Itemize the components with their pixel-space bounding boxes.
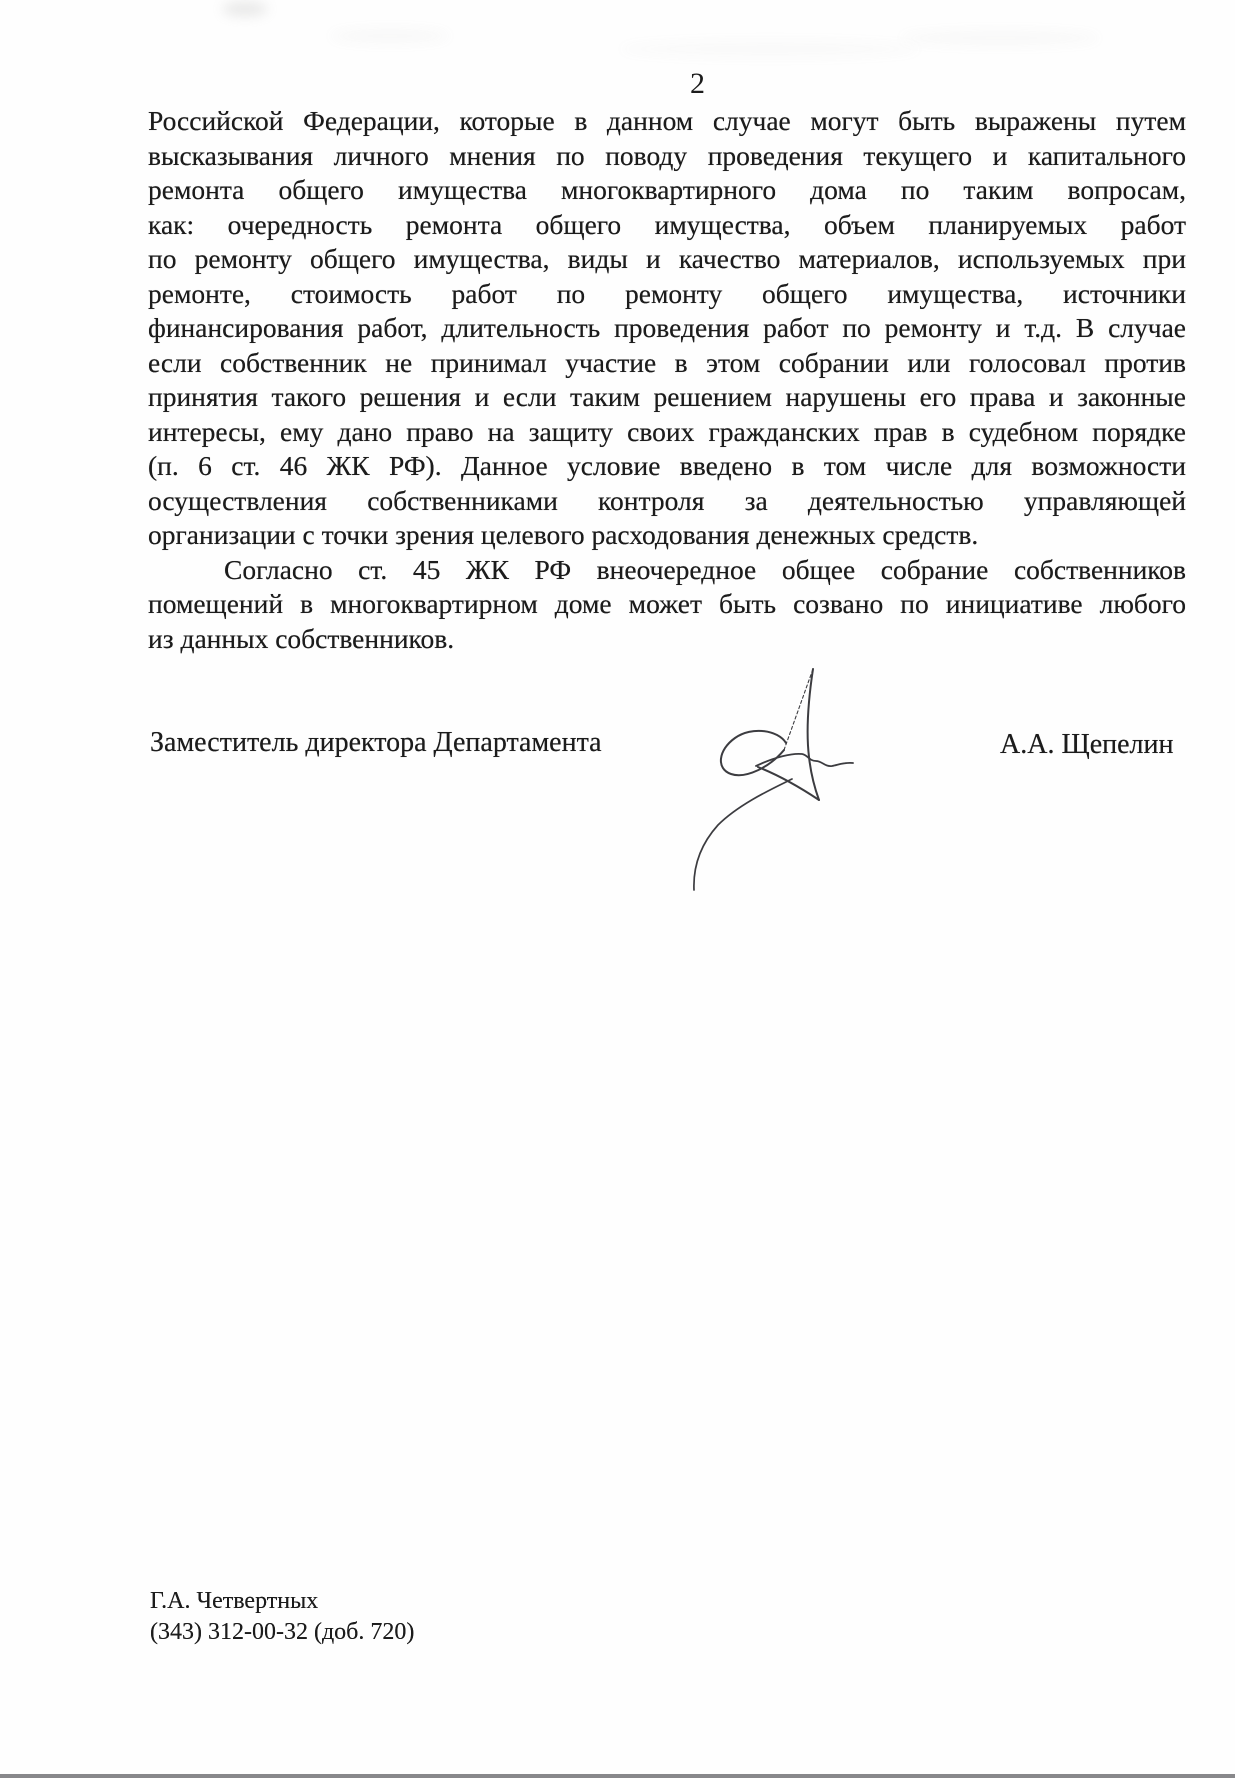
body-line: помещений в многоквартирном доме может быть созвано по инициативе любого [148,588,1186,619]
body-line: если собственник не принимал участие в этом собрании или голосовал против [148,346,1186,378]
body-line: высказывания личного мнения по поводу проведения текущего и капитального [148,139,1186,171]
body-line: ремонте, стоимость работ по ремонту общего имущества, источники [148,277,1186,309]
body-line: Российской Федерации, которые в данном случае могут быть выражены путем [148,105,1186,136]
scan-smudge [900,30,1100,46]
body-line: по ремонту общего имущества, виды и качество материалов, используемых при [148,243,1186,274]
body-line: финансирования работ, длительность проведения работ по ремонту и т.д. В случае [148,312,1186,343]
body-line: (п. 6 ст. 46 ЖК РФ). Данное условие введено в том числе для возможности [148,450,1186,481]
executor-phone: (343) 312-00-32 (доб. 720) [150,1618,415,1645]
body-line: организации с точки зрения целевого расходования денежных средств. [148,519,979,550]
scan-smudge [620,40,920,58]
scan-edge-artifact [0,1774,1235,1778]
body-line: интересы, ему дано право на защиту своих гражданских прав в судебном порядке [148,415,1186,447]
body-line: ремонта общего имущества многоквартирного дома по таким вопросам, [148,174,1186,205]
body-line: из данных собственников. [148,622,455,654]
page-number: 2 [690,67,706,100]
body-line: принятия такого решения и если таким решением нарушены его права и законные [148,381,1186,412]
scan-smudge [222,2,268,16]
signer-position-title: Заместитель директора Департамента [150,727,602,758]
executor-block [150,1586,414,1647]
body-line: Согласно ст. 45 ЖК РФ внеочередное общее собрание собственников [224,553,1186,585]
executor-name: Г.А. Четвертных [150,1588,319,1614]
body-line: как: очередность ремонта общего имущества, объем планируемых работ [148,208,1186,240]
scan-smudge [330,28,450,44]
signer-name: А.А. Щепелин [1000,729,1174,760]
body-line: осуществления собственниками контроля за деятельностью управляющей [148,484,1186,516]
body-text [148,104,1186,656]
handwritten-signature-ink [580,656,880,908]
